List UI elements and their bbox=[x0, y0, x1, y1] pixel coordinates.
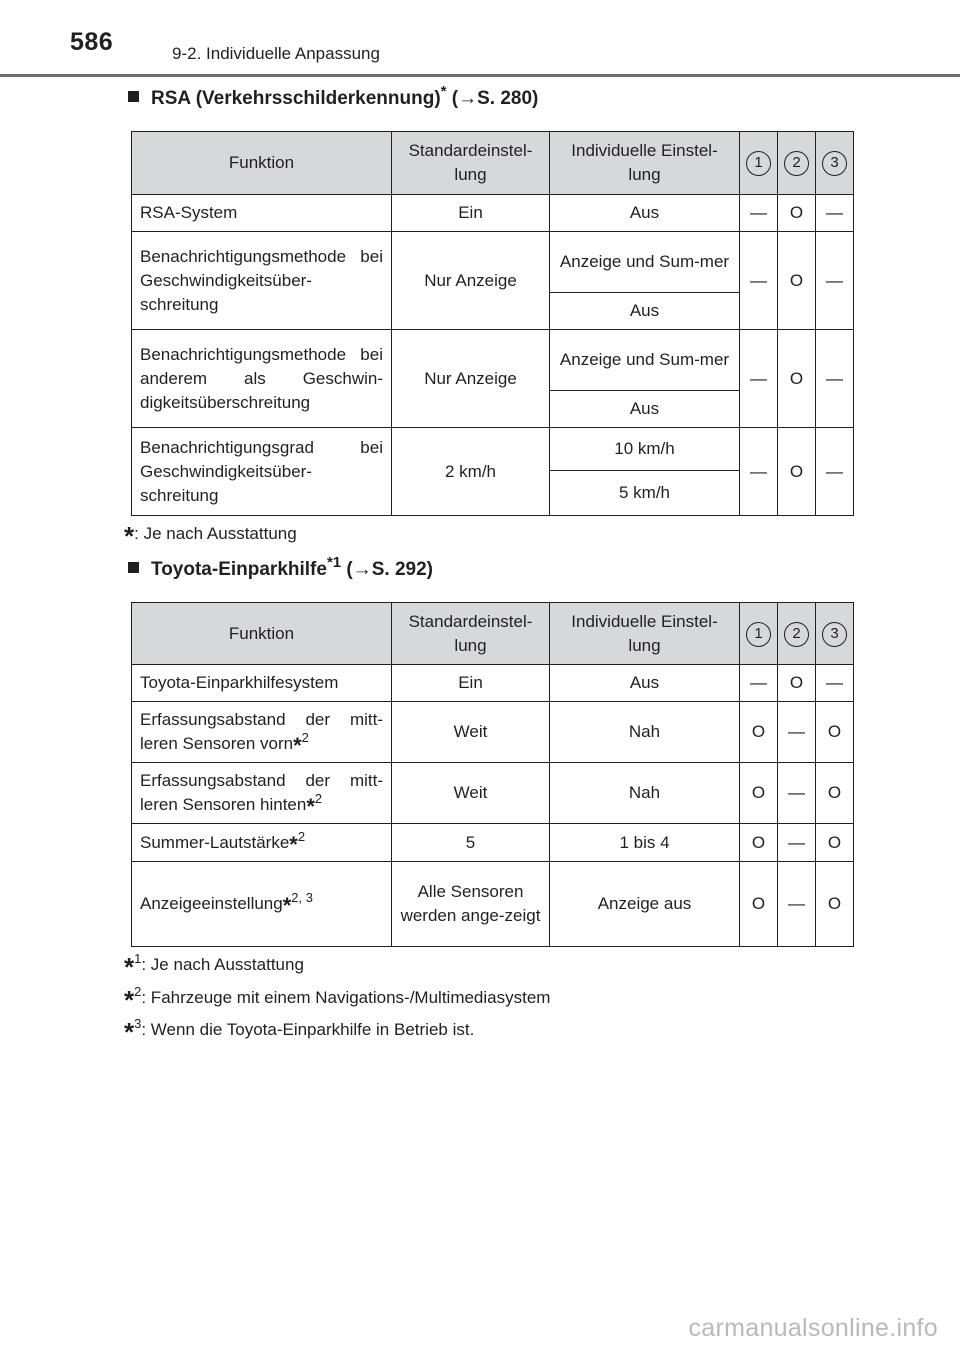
cell-default: 5 bbox=[392, 824, 550, 862]
cell-custom: Aus bbox=[550, 195, 740, 232]
section-title: RSA (Verkehrsschilderkennung) bbox=[151, 88, 441, 109]
header-rule bbox=[0, 74, 960, 77]
cell-custom: 10 km/h bbox=[550, 428, 740, 471]
cell-function: RSA-System bbox=[132, 195, 392, 232]
cell-mark-3: — bbox=[816, 665, 854, 702]
cell-mark-2: — bbox=[778, 824, 816, 862]
cell-mark-1: O bbox=[740, 824, 778, 862]
rsa-settings-table bbox=[131, 131, 854, 516]
cell-mark-2: O bbox=[778, 665, 816, 702]
watermark: carmanualsonline.info bbox=[688, 1314, 938, 1342]
cell-default: Weit bbox=[392, 763, 550, 824]
cell-custom: Anzeige und Sum-mer bbox=[550, 330, 740, 391]
circled-number-1-icon: 1 bbox=[746, 151, 771, 176]
cell-mark-1: — bbox=[740, 665, 778, 702]
footnote-text: : Wenn die Toyota-Einparkhilfe in Betrieb ist. bbox=[141, 1020, 475, 1039]
column-header-custom: Individuelle Einstel-lung bbox=[550, 603, 740, 665]
arrow-right-icon: → bbox=[458, 88, 478, 109]
asterisk-mark: * bbox=[124, 1017, 135, 1047]
table-header-row bbox=[132, 603, 854, 665]
chapter-title: 9-2. Individuelle Anpassung bbox=[172, 44, 380, 63]
footnote-marker: *1 bbox=[326, 554, 342, 571]
cell-default: Ein bbox=[392, 665, 550, 702]
cell-mark-1: — bbox=[740, 195, 778, 232]
footnote bbox=[124, 1016, 475, 1047]
table-row bbox=[132, 330, 854, 391]
cell-mark-1: — bbox=[740, 232, 778, 330]
cell-mark-3: — bbox=[816, 428, 854, 516]
cell-mark-1: O bbox=[740, 702, 778, 763]
cell-custom: Nah bbox=[550, 702, 740, 763]
circled-number-1-icon: 1 bbox=[746, 622, 771, 647]
cell-custom: Aus bbox=[550, 665, 740, 702]
ref-paren: ( bbox=[451, 88, 459, 109]
square-bullet-icon bbox=[128, 91, 139, 102]
page-header bbox=[0, 0, 960, 80]
arrow-right-icon: → bbox=[352, 559, 372, 580]
cell-function: Benachrichtigungsmethode bei Geschwindigkeitsüber-schreitung bbox=[132, 232, 392, 330]
table-row bbox=[132, 665, 854, 702]
function-label: Toyota-Einparkhilfesystem bbox=[140, 673, 339, 692]
cell-function: Benachrichtigungsgrad bei Geschwindigkeitsüber-schreitung bbox=[132, 428, 392, 516]
column-header-default: Standardeinstel-lung bbox=[392, 603, 550, 665]
page-reference-link[interactable]: S. 280) bbox=[477, 88, 539, 109]
cell-mark-3: — bbox=[816, 232, 854, 330]
cell-function bbox=[132, 862, 392, 947]
column-header-function: Funktion bbox=[132, 132, 392, 195]
table-row bbox=[132, 862, 854, 947]
footnote-number: 2 bbox=[134, 984, 142, 999]
cell-custom: 1 bis 4 bbox=[550, 824, 740, 862]
table-row bbox=[132, 824, 854, 862]
cell-mark-2: — bbox=[778, 702, 816, 763]
cell-mark-2: — bbox=[778, 862, 816, 947]
table-row bbox=[132, 428, 854, 471]
section-heading-parking-assist bbox=[128, 554, 434, 581]
cell-mark-2: O bbox=[778, 330, 816, 428]
cell-function: Benachrichtigungsmethode bei anderem als Geschwin-digkeitsüberschreitung bbox=[132, 330, 392, 428]
asterisk-mark: * bbox=[289, 831, 298, 857]
cell-function bbox=[132, 702, 392, 763]
cell-function bbox=[132, 824, 392, 862]
cell-custom: 5 km/h bbox=[550, 471, 740, 516]
footnote bbox=[124, 951, 304, 982]
asterisk-mark: * bbox=[124, 985, 135, 1015]
circled-number-3-icon: 3 bbox=[822, 151, 847, 176]
function-label: Erfassungsabstand der mitt-leren Sensoren vorn bbox=[140, 710, 383, 753]
column-header-function: Funktion bbox=[132, 603, 392, 665]
footnote-ref: 2 bbox=[297, 828, 306, 844]
cell-custom: Anzeige und Sum-mer bbox=[550, 232, 740, 293]
cell-mark-1: O bbox=[740, 763, 778, 824]
cell-mark-3: O bbox=[816, 702, 854, 763]
ref-paren: ( bbox=[346, 559, 353, 580]
section-heading-rsa bbox=[128, 83, 539, 110]
section-title: Toyota-Einparkhilfe bbox=[151, 559, 327, 580]
circled-number-2-icon: 2 bbox=[784, 622, 809, 647]
cell-mark-2: O bbox=[778, 232, 816, 330]
square-bullet-icon bbox=[128, 562, 139, 573]
cell-mark-3: O bbox=[816, 862, 854, 947]
asterisk-mark: * bbox=[124, 952, 135, 982]
cell-custom: Nah bbox=[550, 763, 740, 824]
circled-number-3-icon: 3 bbox=[822, 622, 847, 647]
cell-mark-3: — bbox=[816, 330, 854, 428]
asterisk-mark: * bbox=[282, 893, 292, 918]
table-row bbox=[132, 232, 854, 293]
footnote-ref: 2 bbox=[301, 730, 309, 745]
cell-mark-3: O bbox=[816, 824, 854, 862]
cell-mark-1: — bbox=[740, 330, 778, 428]
footnote-text: : Je nach Ausstattung bbox=[141, 955, 304, 974]
function-label: Summer-Lautstärke bbox=[140, 832, 290, 852]
table-row bbox=[132, 763, 854, 824]
footnote-marker: * bbox=[440, 83, 447, 100]
cell-default: Nur Anzeige bbox=[392, 330, 550, 428]
column-header-custom: Individuelle Einstel-lung bbox=[550, 132, 740, 195]
cell-default: Alle Sensoren werden ange-zeigt bbox=[392, 862, 550, 947]
cell-function bbox=[132, 665, 392, 702]
page-number: 586 bbox=[70, 28, 114, 56]
table-row bbox=[132, 195, 854, 232]
cell-function bbox=[132, 763, 392, 824]
page-reference-link[interactable]: S. 292) bbox=[371, 559, 434, 580]
cell-mark-1: — bbox=[740, 428, 778, 516]
footnote bbox=[124, 984, 551, 1015]
footnote-ref: 2 bbox=[314, 791, 323, 806]
cell-mark-2: — bbox=[778, 763, 816, 824]
column-header-default: Standardeinstel-lung bbox=[392, 132, 550, 195]
function-label: Erfassungsabstand der mitt-leren Sensoren hinten bbox=[140, 771, 383, 814]
cell-default: Ein bbox=[392, 195, 550, 232]
cell-custom: Aus bbox=[550, 391, 740, 428]
cell-default: 2 km/h bbox=[392, 428, 550, 516]
cell-custom: Anzeige aus bbox=[550, 862, 740, 947]
asterisk-mark: * bbox=[124, 521, 135, 551]
cell-mark-3: O bbox=[816, 763, 854, 824]
cell-mark-3: — bbox=[816, 195, 854, 232]
footnote-text: : Fahrzeuge mit einem Navigations-/Multimediasystem bbox=[141, 988, 551, 1007]
function-label: Anzeigeeinstellung bbox=[140, 894, 283, 913]
cell-mark-2: O bbox=[778, 195, 816, 232]
asterisk-mark: * bbox=[293, 733, 302, 758]
table-row bbox=[132, 702, 854, 763]
parking-assist-settings-table bbox=[131, 602, 854, 947]
cell-default: Nur Anzeige bbox=[392, 232, 550, 330]
footnote-number: 1 bbox=[134, 951, 142, 966]
footnote-text: : Je nach Ausstattung bbox=[134, 524, 297, 543]
cell-default: Weit bbox=[392, 702, 550, 763]
footnote-ref: 2, 3 bbox=[291, 890, 313, 905]
circled-number-2-icon: 2 bbox=[784, 151, 809, 176]
footnote-number: 3 bbox=[134, 1016, 142, 1031]
table-header-row bbox=[132, 132, 854, 195]
cell-custom: Aus bbox=[550, 293, 740, 330]
asterisk-mark: * bbox=[306, 794, 315, 819]
footnote bbox=[124, 521, 297, 551]
cell-mark-2: O bbox=[778, 428, 816, 516]
cell-mark-1: O bbox=[740, 862, 778, 947]
